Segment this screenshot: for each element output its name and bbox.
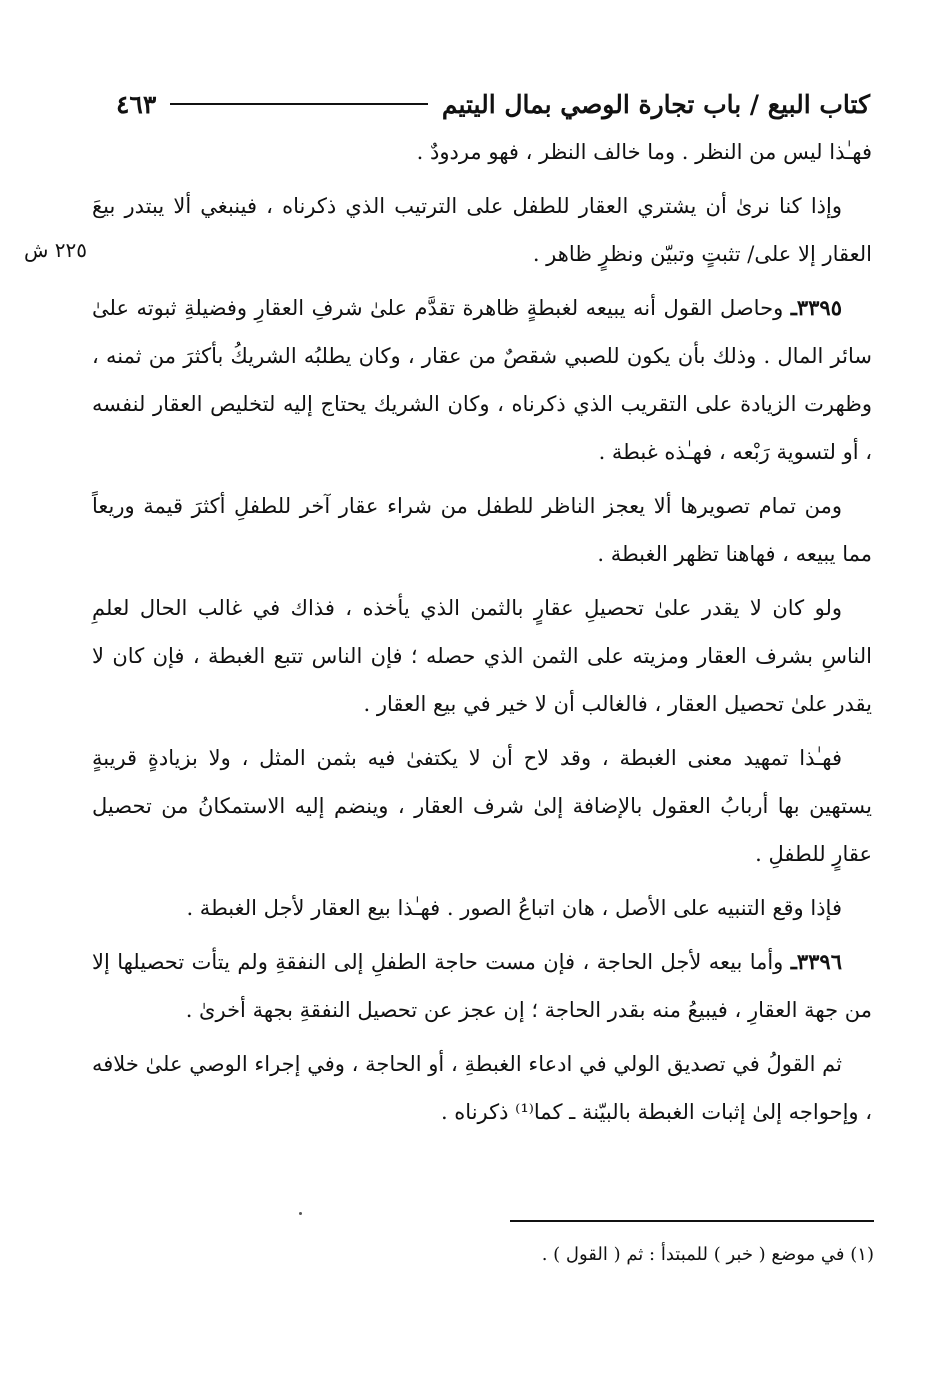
paragraph: فهـٰذا تمهيد معنى الغبطة ، وقد لاح أن لا يكتفىٰ فيه بثمن المثل ، ولا بزيادةٍ قريبةٍ يستهين بها أربابُ العقول بالإضافة إلىٰ شرف العقار ، وينضم إليه الاستمكانُ من تحصيل عقارٍ للطفلِ . <box>92 746 872 866</box>
paragraph: ولو كان لا يقدر علىٰ تحصيلِ عقارٍ بالثمن الذي يأخذه ، فذاك في غالب الحال لعلمِ الناسِ بشرف العقار ومزيته على الثمن الذي حصله ؛ فإن الناس تتبع الغبطة ، فإن كان لا يقدر علىٰ تحصيل العقار ، فالغالب أن لا خير في بيع العقار . <box>92 596 872 716</box>
body-text <box>92 128 872 1142</box>
paragraph: ومن تمام تصويرها ألا يعجز الناظر للطفل من شراء عقار آخر للطفلِ أكثرَ قيمة وريعاً مما يبيعه ، فهاهنا تظهر الغبطة . <box>92 494 872 566</box>
section-number: ٣٣٩٦ـ <box>790 949 842 974</box>
running-header <box>116 84 870 124</box>
margin-note: ٢٢٥ ش <box>24 238 88 262</box>
paragraph: ثم القولُ في تصديق الولي في ادعاء الغبطةِ ، أو الحاجة ، وفي إجراء الوصي علىٰ خلافه ، وإحواجه إلىٰ إثبات الغبطة بالبيّنة ـ كما⁽¹⁾ ذكرناه . <box>92 1052 872 1124</box>
paragraph: فهـٰذا ليس من النظر . وما خالف النظر ، فهو مردودٌ . <box>416 140 872 164</box>
footnote: (١) في موضع ( خبر ) للمبتدأ : ثم ( القول ) . <box>541 1244 874 1265</box>
paragraph: وإذا كنا نرىٰ أن يشتري العقار للطفل على الترتيب الذي ذكرناه ، فينبغي ألا يبتدر بيعَ العقار إلا على/ تثبتٍ وتبيّن ونظرٍ ظاهر . <box>92 194 872 266</box>
paragraph: ٣٣٩٦ـ وأما بيعه لأجل الحاجة ، فإن مست حاجة الطفلِ إلى النفقةِ ولم يتأت تحصيلها إلا من جهة العقارِ ، فيبيعُ منه بقدر الحاجة ؛ إن عجز عن تحصيل النفقةِ بجهة أخرىٰ . <box>92 949 872 1022</box>
footnote-rule <box>510 1220 874 1222</box>
page-number: ٤٦٣ <box>116 89 157 119</box>
paragraph: ٣٣٩٥ـ وحاصل القول أنه يبيعه لغبطةٍ ظاهرة تقدَّم علىٰ شرفِ العقارِ وفضيلةِ ثبوته علىٰ سائر المال . وذلك بأن يكون للصبي شقصٌ من عقار ، وكان يطلبُه الشريكُ بأكثرَ من ثمنه ، وظهرت الزيادة على التقريب الذي ذكرناه ، وكان الشريك يحتاج إليه لتخليص العقار لنفسه ، أو لتسوية رَبْعه ، فهـٰذه غبطة . <box>92 295 872 464</box>
section-number: ٣٣٩٥ـ <box>790 295 842 320</box>
header-title: كتاب البيع / باب تجارة الوصي بمال اليتيم <box>441 89 870 119</box>
paragraph: فإذا وقع التنبيه على الأصل ، هان اتباعُ الصور . فهـٰذا بيع العقار لأجل الغبطة . <box>186 896 842 920</box>
header-rule <box>170 103 428 105</box>
speck <box>299 1212 302 1215</box>
